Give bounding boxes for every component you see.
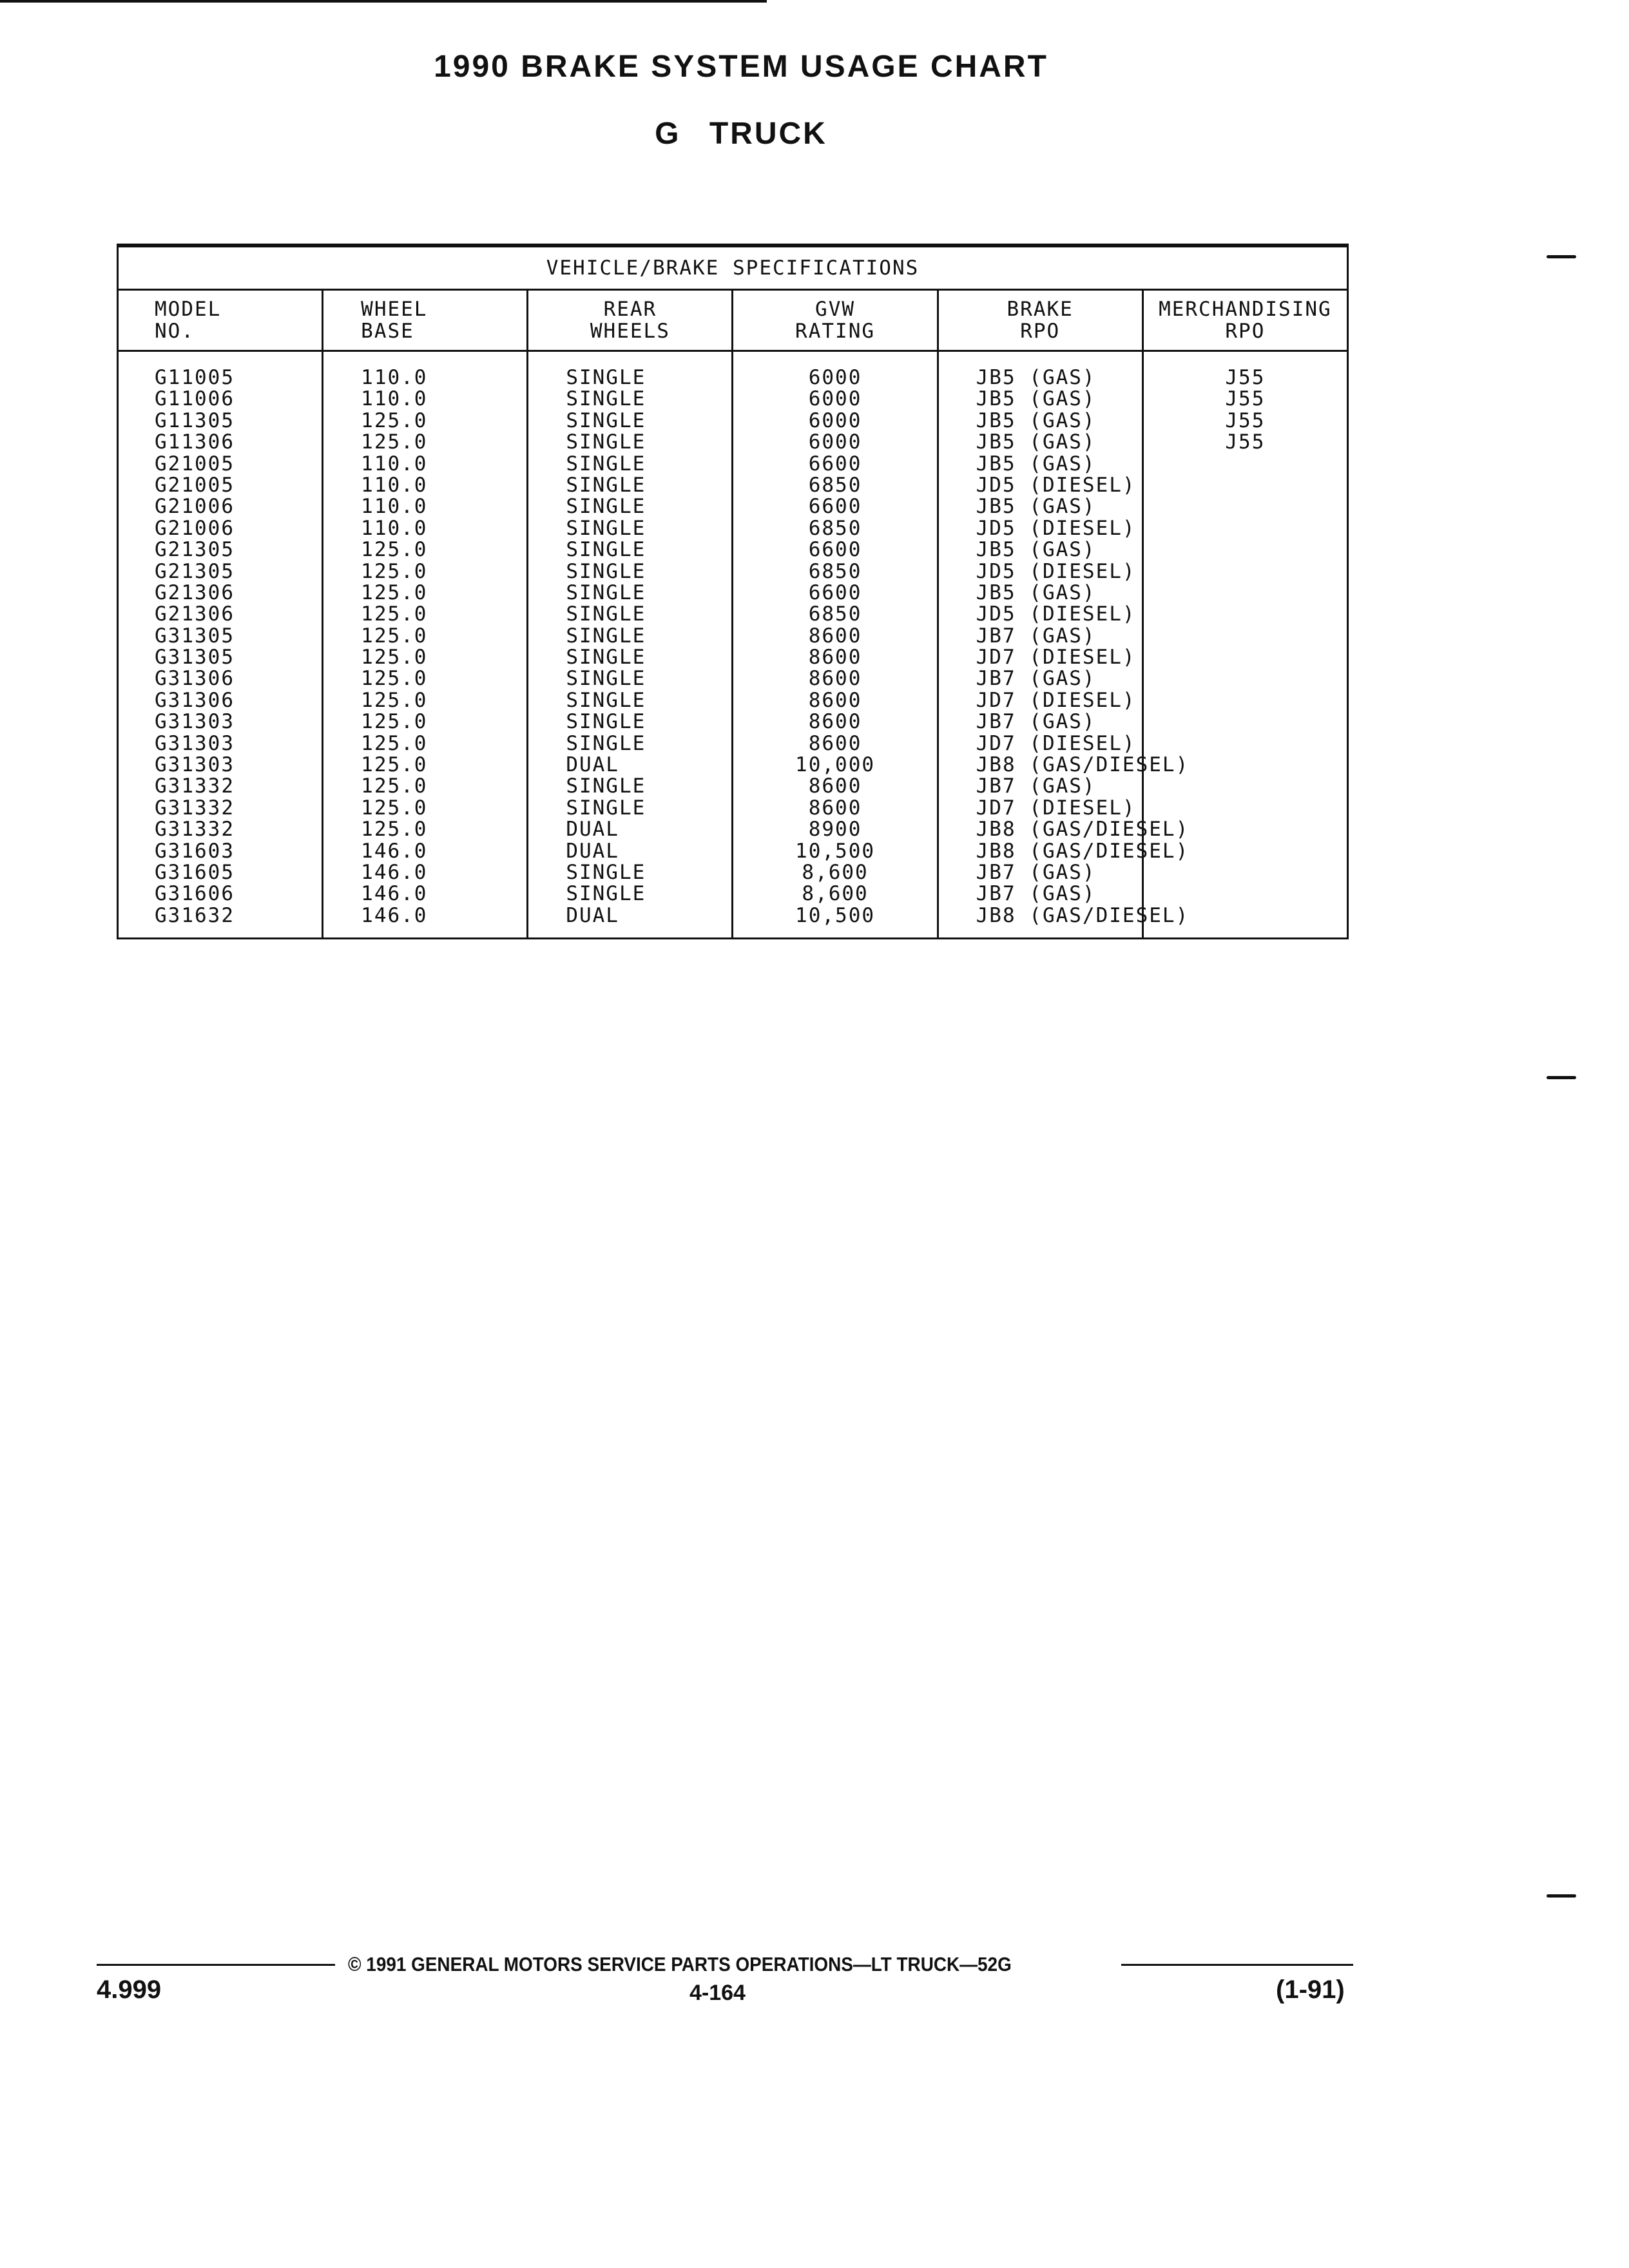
table-cell: 10,500	[795, 839, 876, 863]
table-cell: J55	[1225, 430, 1266, 454]
table-cell: JD7 (DIESEL)	[976, 646, 1136, 669]
table-cell: 125.0	[361, 796, 428, 820]
table-cell: 8,600	[802, 860, 869, 884]
table-cell: JB5 (GAS)	[976, 408, 1096, 432]
table-cell: 6850	[808, 602, 862, 626]
table-cell: SINGLE	[566, 860, 646, 884]
header-label: RATING	[795, 320, 876, 343]
table-cell: 125.0	[361, 559, 428, 583]
table-cell: JD7 (DIESEL)	[976, 688, 1136, 712]
table-cell: G31303	[155, 731, 235, 755]
table-cell: 125.0	[361, 774, 428, 798]
table-cell: 8600	[808, 667, 862, 691]
table-cell: 110.0	[361, 495, 428, 519]
header-rear-wheels	[528, 290, 733, 351]
footer-page-number: 4-164	[689, 1981, 746, 2005]
header-label: REAR	[603, 298, 657, 321]
table-cell: JD5 (DIESEL)	[976, 473, 1136, 497]
table-cell: JB7 (GAS)	[976, 882, 1096, 906]
table-cell	[1144, 647, 1347, 668]
table-cell: 10,500	[795, 903, 876, 927]
table-cell: G21306	[155, 602, 235, 626]
footer-rule-left	[97, 1964, 335, 1966]
table-cell: 125.0	[361, 731, 428, 755]
table-cell	[1144, 711, 1347, 733]
table-cell: G31303	[155, 753, 235, 777]
table-cell: G21306	[155, 581, 235, 604]
table-cell: SINGLE	[566, 473, 646, 497]
table-cell: SINGLE	[566, 796, 646, 820]
table-cell: DUAL	[566, 839, 619, 863]
table-cell: JB8 (GAS/DIESEL)	[976, 903, 1190, 927]
table-cell: JD7 (DIESEL)	[976, 796, 1136, 820]
table-cell: JB5 (GAS)	[976, 430, 1096, 454]
table-cell: SINGLE	[566, 581, 646, 604]
header-wheel-base	[323, 290, 528, 351]
table-cell: 8,600	[802, 882, 869, 906]
model-no-column	[118, 351, 323, 939]
header-model-no	[118, 290, 323, 351]
wheel-base-column	[323, 351, 528, 939]
table-cell: SINGLE	[566, 387, 646, 411]
page-title: 1990 BRAKE SYSTEM USAGE CHART	[434, 50, 1048, 84]
table-cell: SINGLE	[566, 538, 646, 562]
table-cell: 125.0	[361, 753, 428, 777]
table-cell	[1144, 733, 1347, 754]
table-cell	[1144, 776, 1347, 797]
table-cell: SINGLE	[566, 516, 646, 540]
table-cell: 6000	[808, 387, 862, 411]
table-cell: G31305	[155, 624, 235, 648]
table-cell: JB8 (GAS/DIESEL)	[976, 753, 1190, 777]
table-cell: J55	[1225, 408, 1266, 432]
vehicle-brake-spec-table	[117, 244, 1349, 939]
table-cell: JD5 (DIESEL)	[976, 516, 1136, 540]
table-header-row	[118, 290, 1348, 351]
table-cell: SINGLE	[566, 602, 646, 626]
margin-tick-mark	[1547, 255, 1576, 258]
table-cell: JB7 (GAS)	[976, 667, 1096, 691]
page-subtitle: G TRUCK	[655, 117, 827, 151]
header-label: BASE	[361, 320, 414, 343]
table-cell: SINGLE	[566, 667, 646, 691]
table-cell	[1144, 561, 1347, 582]
table-cell: DUAL	[566, 753, 619, 777]
table-cell: JB5 (GAS)	[976, 581, 1096, 604]
header-label: NO.	[155, 320, 195, 343]
table-cell: SINGLE	[566, 495, 646, 519]
table-cell: 110.0	[361, 516, 428, 540]
table-cell: JB5 (GAS)	[976, 538, 1096, 562]
table-cell: 125.0	[361, 408, 428, 432]
table-cell: SINGLE	[566, 408, 646, 432]
header-label: BRAKE	[1007, 298, 1074, 321]
table-cell: JD7 (DIESEL)	[976, 731, 1136, 755]
table-cell: JB7 (GAS)	[976, 624, 1096, 648]
header-label: MERCHANDISING	[1159, 298, 1332, 321]
table-cell: 146.0	[361, 882, 428, 906]
table-cell	[1144, 798, 1347, 819]
table-cell: JB7 (GAS)	[976, 860, 1096, 884]
table-cell: G21006	[155, 495, 235, 519]
table-cell: 125.0	[361, 818, 428, 841]
table-cell: JD5 (DIESEL)	[976, 559, 1136, 583]
table-cell: SINGLE	[566, 688, 646, 712]
header-label: WHEEL	[361, 298, 428, 321]
table-cell: 8600	[808, 796, 862, 820]
table-cell	[1144, 862, 1347, 883]
table-cell: G21305	[155, 559, 235, 583]
table-cell: 8600	[808, 774, 862, 798]
table-cell: JB5 (GAS)	[976, 366, 1096, 389]
table-cell: DUAL	[566, 818, 619, 841]
table-cell: 125.0	[361, 688, 428, 712]
footer-copyright: © 1991 GENERAL MOTORS SERVICE PARTS OPERATIONS—LT TRUCK—52G	[348, 1953, 1012, 1975]
header-merchandising-rpo	[1142, 290, 1347, 351]
table-cell: G31606	[155, 882, 235, 906]
table-cell: SINGLE	[566, 452, 646, 476]
table-cell	[1144, 582, 1347, 604]
table-cell: 125.0	[361, 667, 428, 691]
table-cell: SINGLE	[566, 731, 646, 755]
table-cell: SINGLE	[566, 559, 646, 583]
table-cell	[1144, 604, 1347, 625]
table-cell: SINGLE	[566, 646, 646, 669]
header-label: RPO	[1020, 320, 1061, 343]
table-cell	[1144, 883, 1347, 905]
table-cell	[1144, 626, 1347, 647]
table-cell: SINGLE	[566, 430, 646, 454]
table-cell: 6000	[808, 430, 862, 454]
table-cell: 6600	[808, 581, 862, 604]
table-cell: JB7 (GAS)	[976, 710, 1096, 734]
table-cell: JB5 (GAS)	[976, 452, 1096, 476]
table-cell: 8600	[808, 624, 862, 648]
table-cell: 125.0	[361, 624, 428, 648]
table-cell: 125.0	[361, 538, 428, 562]
table-cell: 6850	[808, 516, 862, 540]
table-cell: 8900	[808, 818, 862, 841]
table-caption: VEHICLE/BRAKE SPECIFICATIONS	[118, 247, 1348, 290]
header-brake-rpo	[938, 290, 1142, 351]
table-cell: JB7 (GAS)	[976, 774, 1096, 798]
table-cell: G31303	[155, 710, 235, 734]
header-label: RPO	[1225, 320, 1266, 343]
header-label: MODEL	[155, 298, 222, 321]
table-cell	[1144, 539, 1347, 561]
table-cell: 6850	[808, 473, 862, 497]
header-gvw-rating	[733, 290, 938, 351]
table-cell: G21005	[155, 473, 235, 497]
table-cell: G31603	[155, 839, 235, 863]
margin-tick-mark	[1547, 1894, 1576, 1898]
table-cell: JD5 (DIESEL)	[976, 602, 1136, 626]
table-cell: JB8 (GAS/DIESEL)	[976, 839, 1190, 863]
table-cell: 146.0	[361, 839, 428, 863]
table-cell: G31332	[155, 774, 235, 798]
table-cell: SINGLE	[566, 624, 646, 648]
table-cell: G21005	[155, 452, 235, 476]
table-cell: 110.0	[361, 452, 428, 476]
table-cell: 6600	[808, 538, 862, 562]
table-cell	[1144, 518, 1347, 539]
table-cell	[1144, 668, 1347, 689]
header-label: WHEELS	[590, 320, 670, 343]
table-cell: G31332	[155, 796, 235, 820]
header-label: GVW	[815, 298, 856, 321]
margin-tick-mark	[1547, 1076, 1576, 1079]
table-cell: 146.0	[361, 860, 428, 884]
table-cell: 8600	[808, 731, 862, 755]
table-cell: G21305	[155, 538, 235, 562]
table-cell: J55	[1225, 387, 1266, 411]
table-cell: 125.0	[361, 646, 428, 669]
table-cell: G11005	[155, 366, 235, 389]
table-cell: J55	[1225, 366, 1266, 389]
table-cell: 110.0	[361, 473, 428, 497]
table-cell: SINGLE	[566, 882, 646, 906]
table-cell: 125.0	[361, 602, 428, 626]
table-cell	[1144, 690, 1347, 711]
gvw-rating-column	[733, 351, 938, 939]
table-cell	[1144, 475, 1347, 496]
table-cell: 125.0	[361, 710, 428, 734]
table-cell: 146.0	[361, 903, 428, 927]
footer-left-code: 4.999	[97, 1975, 162, 2004]
table-cell: JB5 (GAS)	[976, 387, 1096, 411]
table-cell: 110.0	[361, 387, 428, 411]
table-cell: JB8 (GAS/DIESEL)	[976, 818, 1190, 841]
table-cell: SINGLE	[566, 366, 646, 389]
table-cell: G31305	[155, 646, 235, 669]
table-cell: SINGLE	[566, 774, 646, 798]
table-cell: 6000	[808, 366, 862, 389]
table-cell: G31306	[155, 667, 235, 691]
table-cell: 6000	[808, 408, 862, 432]
table-cell: 10,000	[795, 753, 876, 777]
table-cell: JB5 (GAS)	[976, 495, 1096, 519]
table-cell: G31605	[155, 860, 235, 884]
top-rule	[0, 0, 767, 3]
table-cell: G31632	[155, 903, 235, 927]
table-cell: 110.0	[361, 366, 428, 389]
table-cell: 8600	[808, 710, 862, 734]
table-cell: 8600	[808, 688, 862, 712]
table-cell: G11306	[155, 430, 235, 454]
table-body-row	[118, 351, 1348, 939]
table-cell: G11006	[155, 387, 235, 411]
rear-wheels-column	[528, 351, 733, 939]
table-cell: 6600	[808, 495, 862, 519]
table-cell: 8600	[808, 646, 862, 669]
table-cell: 125.0	[361, 430, 428, 454]
table-cell: 6600	[808, 452, 862, 476]
table-cell: DUAL	[566, 903, 619, 927]
table-cell: G11305	[155, 408, 235, 432]
table-cell: 125.0	[361, 581, 428, 604]
footer-right-code: (1-91)	[1276, 1975, 1345, 2004]
table-cell: SINGLE	[566, 710, 646, 734]
table-cell: G31306	[155, 688, 235, 712]
table-cell: G21006	[155, 516, 235, 540]
brake-rpo-column	[938, 351, 1190, 939]
table-cell	[1144, 454, 1347, 475]
table-cell	[1144, 496, 1347, 517]
table-cell: G31332	[155, 818, 235, 841]
table-cell: 6850	[808, 559, 862, 583]
footer-rule-right	[1121, 1964, 1353, 1966]
